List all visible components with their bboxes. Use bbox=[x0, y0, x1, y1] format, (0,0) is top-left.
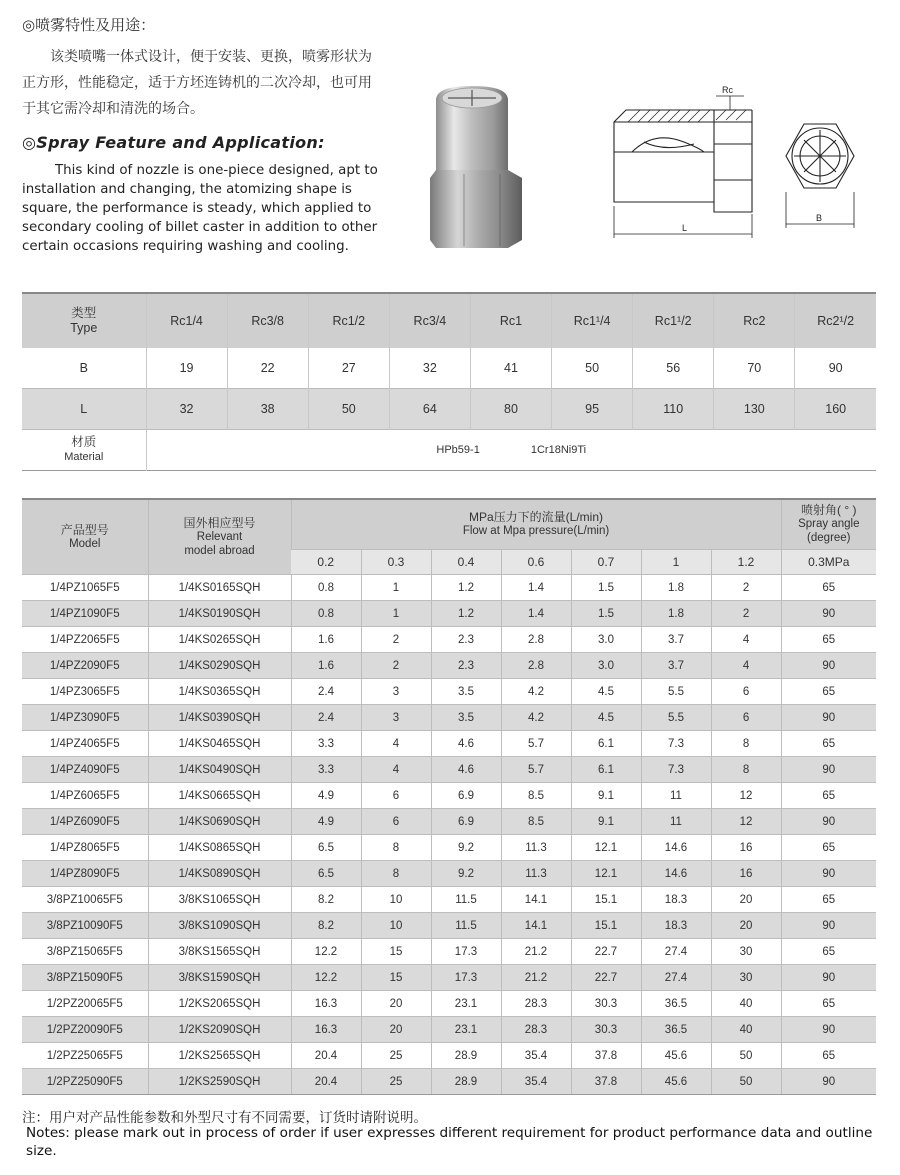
spec-table bbox=[22, 292, 876, 471]
note-cn: 注：用户对产品性能参数和外型尺寸有不同需要，订货时请附说明。 bbox=[22, 1110, 427, 1126]
spec-row-label: B bbox=[22, 348, 146, 389]
table-cell: 1/2PZ20065F5 bbox=[22, 991, 148, 1017]
intro-cn-body: 该类喷嘴一体式设计，便于安装、更换，喷雾形状为正方形，性能稳定，适于方坯连铸机的二次冷却，也可用于其它需冷却和清洗的场合。 bbox=[22, 49, 372, 117]
table-cell: 4.2 bbox=[501, 679, 571, 705]
pressure-header: 0.6 bbox=[501, 549, 571, 574]
table-cell: 90 bbox=[781, 705, 876, 731]
table-row bbox=[22, 653, 876, 679]
table-cell: 10 bbox=[361, 887, 431, 913]
table-cell: 16.3 bbox=[291, 1017, 361, 1043]
table-cell: 10 bbox=[361, 913, 431, 939]
table-cell: 65 bbox=[781, 991, 876, 1017]
model-header-row bbox=[22, 499, 876, 549]
spec-cell: 90 bbox=[795, 348, 876, 389]
table-cell: 30.3 bbox=[571, 991, 641, 1017]
table-cell: 65 bbox=[781, 1043, 876, 1069]
table-cell: 16 bbox=[711, 861, 781, 887]
table-cell: 1.2 bbox=[431, 601, 501, 627]
table-cell: 1/2PZ20090F5 bbox=[22, 1017, 148, 1043]
table-cell: 1/2PZ25090F5 bbox=[22, 1069, 148, 1095]
table-cell: 1/4KS0490SQH bbox=[148, 757, 291, 783]
table-cell: 5.5 bbox=[641, 679, 711, 705]
table-cell: 15 bbox=[361, 965, 431, 991]
table-cell: 45.6 bbox=[641, 1043, 711, 1069]
table-cell: 1/4KS0665SQH bbox=[148, 783, 291, 809]
table-cell: 2.3 bbox=[431, 627, 501, 653]
table-cell: 8 bbox=[361, 861, 431, 887]
table-cell: 5.5 bbox=[641, 705, 711, 731]
table-cell: 5.7 bbox=[501, 757, 571, 783]
table-cell: 12.1 bbox=[571, 861, 641, 887]
table-cell: 14.6 bbox=[641, 835, 711, 861]
table-cell: 40 bbox=[711, 991, 781, 1017]
pressure-header: 0.2 bbox=[291, 549, 361, 574]
table-cell: 30 bbox=[711, 965, 781, 991]
table-cell: 1/2KS2565SQH bbox=[148, 1043, 291, 1069]
spec-type-cell: Rc1¹/2 bbox=[633, 293, 714, 348]
table-cell: 4 bbox=[711, 653, 781, 679]
table-cell: 18.3 bbox=[641, 913, 711, 939]
table-cell: 35.4 bbox=[501, 1043, 571, 1069]
table-cell: 1/4PZ8065F5 bbox=[22, 835, 148, 861]
table-cell: 1 bbox=[361, 575, 431, 601]
angle-header-cn: 喷射角( ° ) bbox=[801, 503, 857, 518]
table-cell: 1/4PZ3065F5 bbox=[22, 679, 148, 705]
flow-col-header bbox=[291, 499, 781, 549]
spec-cell: 19 bbox=[146, 348, 227, 389]
table-cell: 2.4 bbox=[291, 679, 361, 705]
table-cell: 3.0 bbox=[571, 627, 641, 653]
spec-cell: 130 bbox=[714, 389, 795, 430]
table-cell: 15.1 bbox=[571, 887, 641, 913]
table-cell: 4.2 bbox=[501, 705, 571, 731]
table-cell: 25 bbox=[361, 1069, 431, 1095]
table-cell: 28.3 bbox=[501, 1017, 571, 1043]
spec-cell: 32 bbox=[146, 389, 227, 430]
spec-type-cell: Rc3/4 bbox=[389, 293, 470, 348]
table-cell: 1/4PZ2090F5 bbox=[22, 653, 148, 679]
abroad-header-en1: Relevant bbox=[196, 531, 243, 543]
table-cell: 65 bbox=[781, 939, 876, 965]
table-cell: 6.5 bbox=[291, 835, 361, 861]
table-cell: 12.2 bbox=[291, 965, 361, 991]
spec-type-cell: Rc1/4 bbox=[146, 293, 227, 348]
table-cell: 2.4 bbox=[291, 705, 361, 731]
table-cell: 16 bbox=[711, 835, 781, 861]
table-cell: 7.3 bbox=[641, 731, 711, 757]
table-cell: 9.2 bbox=[431, 835, 501, 861]
table-cell: 90 bbox=[781, 861, 876, 887]
table-cell: 1/2KS2090SQH bbox=[148, 1017, 291, 1043]
table-cell: 1/4PZ6065F5 bbox=[22, 783, 148, 809]
table-cell: 25 bbox=[361, 1043, 431, 1069]
table-cell: 3 bbox=[361, 705, 431, 731]
table-cell: 3/8PZ10090F5 bbox=[22, 913, 148, 939]
spec-cell: 110 bbox=[633, 389, 714, 430]
table-cell: 3/8KS1590SQH bbox=[148, 965, 291, 991]
table-cell: 6.1 bbox=[571, 731, 641, 757]
table-cell: 6.9 bbox=[431, 783, 501, 809]
drawing-label-l: L bbox=[682, 223, 688, 233]
table-cell: 3/8KS1065SQH bbox=[148, 887, 291, 913]
table-cell: 14.6 bbox=[641, 861, 711, 887]
table-cell: 90 bbox=[781, 653, 876, 679]
table-cell: 9.1 bbox=[571, 809, 641, 835]
table-cell: 65 bbox=[781, 731, 876, 757]
abroad-col-header bbox=[148, 499, 291, 575]
table-cell: 50 bbox=[711, 1043, 781, 1069]
table-cell: 6 bbox=[711, 679, 781, 705]
table-cell: 3/8PZ10065F5 bbox=[22, 887, 148, 913]
table-cell: 30.3 bbox=[571, 1017, 641, 1043]
table-cell: 1/2PZ25065F5 bbox=[22, 1043, 148, 1069]
table-cell: 28.9 bbox=[431, 1069, 501, 1095]
table-cell: 8.2 bbox=[291, 887, 361, 913]
table-cell: 11.5 bbox=[431, 887, 501, 913]
spec-type-header bbox=[22, 293, 146, 348]
table-cell: 1.8 bbox=[641, 601, 711, 627]
table-cell: 23.1 bbox=[431, 991, 501, 1017]
intro-en-body: This kind of nozzle is one-piece designed, apt to installation and changing, the atomizing shape is square, the performance is steady, which applied to secondary cooling of billet caster in addition to other certain occasions requiring washing and cooling. bbox=[22, 163, 378, 254]
table-row bbox=[22, 991, 876, 1017]
table-cell: 14.1 bbox=[501, 887, 571, 913]
table-cell: 12.2 bbox=[291, 939, 361, 965]
table-cell: 21.2 bbox=[501, 939, 571, 965]
table-cell: 17.3 bbox=[431, 965, 501, 991]
spec-cell: 50 bbox=[552, 348, 633, 389]
spec-cell: 50 bbox=[308, 389, 389, 430]
table-cell: 1/4KS0165SQH bbox=[148, 575, 291, 601]
spec-row-b bbox=[22, 348, 876, 389]
spec-cell: 38 bbox=[227, 389, 308, 430]
table-cell: 9.2 bbox=[431, 861, 501, 887]
pressure-header: 0.7 bbox=[571, 549, 641, 574]
table-cell: 27.4 bbox=[641, 939, 711, 965]
spec-cell: 27 bbox=[308, 348, 389, 389]
table-cell: 1.6 bbox=[291, 653, 361, 679]
table-cell: 20 bbox=[361, 1017, 431, 1043]
table-cell: 65 bbox=[781, 835, 876, 861]
table-cell: 8 bbox=[711, 731, 781, 757]
spec-header-row bbox=[22, 293, 876, 348]
table-cell: 6.1 bbox=[571, 757, 641, 783]
spec-cell: 56 bbox=[633, 348, 714, 389]
table-cell: 2 bbox=[711, 601, 781, 627]
table-cell: 65 bbox=[781, 627, 876, 653]
table-cell: 1/4KS0465SQH bbox=[148, 731, 291, 757]
table-row bbox=[22, 601, 876, 627]
table-cell: 4.9 bbox=[291, 783, 361, 809]
table-cell: 1/4KS0865SQH bbox=[148, 835, 291, 861]
table-row bbox=[22, 939, 876, 965]
spec-type-cell: Rc3/8 bbox=[227, 293, 308, 348]
table-row bbox=[22, 627, 876, 653]
table-cell: 16.3 bbox=[291, 991, 361, 1017]
table-row bbox=[22, 887, 876, 913]
angle-header-en2: (degree) bbox=[807, 532, 851, 545]
spec-cell: 22 bbox=[227, 348, 308, 389]
table-row bbox=[22, 1069, 876, 1095]
table-cell: 3.0 bbox=[571, 653, 641, 679]
table-cell: 20 bbox=[711, 887, 781, 913]
table-row bbox=[22, 965, 876, 991]
table-cell: 36.5 bbox=[641, 991, 711, 1017]
spec-cell: 80 bbox=[470, 389, 551, 430]
table-cell: 21.2 bbox=[501, 965, 571, 991]
flow-header-en: Flow at Mpa pressure(L/min) bbox=[462, 525, 610, 538]
table-row bbox=[22, 809, 876, 835]
table-cell: 4.6 bbox=[431, 757, 501, 783]
table-cell: 1/4PZ1090F5 bbox=[22, 601, 148, 627]
spec-type-cell: Rc1/2 bbox=[308, 293, 389, 348]
table-cell: 1.6 bbox=[291, 627, 361, 653]
table-cell: 90 bbox=[781, 913, 876, 939]
drawing-label-rc: Rc bbox=[722, 85, 733, 95]
table-cell: 65 bbox=[781, 887, 876, 913]
table-cell: 1/2KS2065SQH bbox=[148, 991, 291, 1017]
table-cell: 8.5 bbox=[501, 809, 571, 835]
model-header-cn: 产品型号 bbox=[60, 523, 109, 537]
table-cell: 30 bbox=[711, 939, 781, 965]
spec-type-cell: Rc2¹/2 bbox=[795, 293, 876, 348]
table-cell: 1/4PZ4090F5 bbox=[22, 757, 148, 783]
table-row bbox=[22, 861, 876, 887]
table-cell: 23.1 bbox=[431, 1017, 501, 1043]
table-cell: 3.5 bbox=[431, 705, 501, 731]
material-value: 1Cr18Ni9Ti bbox=[530, 444, 587, 456]
table-cell: 14.1 bbox=[501, 913, 571, 939]
table-cell: 3.7 bbox=[641, 627, 711, 653]
table-cell: 11.3 bbox=[501, 861, 571, 887]
spec-material-values bbox=[146, 430, 876, 471]
table-cell: 1.8 bbox=[641, 575, 711, 601]
pressure-header: 0.4 bbox=[431, 549, 501, 574]
spec-cell: 32 bbox=[389, 348, 470, 389]
table-cell: 15.1 bbox=[571, 913, 641, 939]
table-cell: 5.7 bbox=[501, 731, 571, 757]
table-cell: 2 bbox=[711, 575, 781, 601]
table-cell: 1/4PZ8090F5 bbox=[22, 861, 148, 887]
table-cell: 0.8 bbox=[291, 575, 361, 601]
model-table bbox=[22, 498, 876, 1095]
table-cell: 3.3 bbox=[291, 757, 361, 783]
table-cell: 2 bbox=[361, 653, 431, 679]
table-cell: 17.3 bbox=[431, 939, 501, 965]
spec-type-cell: Rc1 bbox=[470, 293, 551, 348]
table-cell: 28.3 bbox=[501, 991, 571, 1017]
table-cell: 1.4 bbox=[501, 601, 571, 627]
table-cell: 15 bbox=[361, 939, 431, 965]
table-cell: 20.4 bbox=[291, 1043, 361, 1069]
table-cell: 4.9 bbox=[291, 809, 361, 835]
table-cell: 2 bbox=[361, 627, 431, 653]
table-cell: 8.5 bbox=[501, 783, 571, 809]
table-cell: 4.5 bbox=[571, 705, 641, 731]
nozzle-photo bbox=[422, 82, 530, 252]
table-cell: 11.5 bbox=[431, 913, 501, 939]
table-cell: 65 bbox=[781, 783, 876, 809]
table-cell: 1/4KS0690SQH bbox=[148, 809, 291, 835]
table-cell: 3/8PZ15090F5 bbox=[22, 965, 148, 991]
table-cell: 3.5 bbox=[431, 679, 501, 705]
spec-material-cn: 材质 bbox=[71, 435, 97, 449]
table-cell: 6 bbox=[361, 809, 431, 835]
angle-pressure-header: 0.3MPa bbox=[781, 549, 876, 574]
table-row bbox=[22, 913, 876, 939]
table-cell: 36.5 bbox=[641, 1017, 711, 1043]
spec-row-l bbox=[22, 389, 876, 430]
table-cell: 4.5 bbox=[571, 679, 641, 705]
table-cell: 1/4KS0890SQH bbox=[148, 861, 291, 887]
table-cell: 1.2 bbox=[431, 575, 501, 601]
table-cell: 6.5 bbox=[291, 861, 361, 887]
table-cell: 90 bbox=[781, 1017, 876, 1043]
spec-cell: 160 bbox=[795, 389, 876, 430]
table-cell: 65 bbox=[781, 679, 876, 705]
spec-type-en: Type bbox=[70, 321, 98, 335]
angle-header-en1: Spray angle bbox=[798, 518, 860, 531]
table-cell: 1/4KS0365SQH bbox=[148, 679, 291, 705]
table-cell: 1.4 bbox=[501, 575, 571, 601]
nozzle-technical-drawing bbox=[604, 82, 878, 246]
table-cell: 20 bbox=[711, 913, 781, 939]
table-cell: 3/8KS1090SQH bbox=[148, 913, 291, 939]
table-cell: 1/4KS0390SQH bbox=[148, 705, 291, 731]
table-cell: 1.5 bbox=[571, 601, 641, 627]
table-cell: 20.4 bbox=[291, 1069, 361, 1095]
table-cell: 45.6 bbox=[641, 1069, 711, 1095]
table-cell: 6 bbox=[711, 705, 781, 731]
table-cell: 6.9 bbox=[431, 809, 501, 835]
model-header-en: Model bbox=[69, 538, 101, 550]
table-cell: 9.1 bbox=[571, 783, 641, 809]
spec-cell: 70 bbox=[714, 348, 795, 389]
table-row bbox=[22, 835, 876, 861]
flow-header-cn: MPa压力下的流量(L/min) bbox=[469, 510, 604, 525]
table-cell: 4.6 bbox=[431, 731, 501, 757]
spec-material-header bbox=[22, 430, 146, 471]
table-cell: 50 bbox=[711, 1069, 781, 1095]
note-en: Notes: please mark out in process of order if user expresses different requirement for product performance data and outline size. bbox=[26, 1125, 873, 1159]
table-cell: 90 bbox=[781, 1069, 876, 1095]
table-cell: 3/8PZ15065F5 bbox=[22, 939, 148, 965]
spec-cell: 64 bbox=[389, 389, 470, 430]
table-row bbox=[22, 1043, 876, 1069]
table-cell: 3 bbox=[361, 679, 431, 705]
intro-cn-title: ◎喷雾特性及用途： bbox=[22, 16, 156, 34]
abroad-header-cn: 国外相应型号 bbox=[183, 516, 256, 530]
table-cell: 7.3 bbox=[641, 757, 711, 783]
table-cell: 37.8 bbox=[571, 1043, 641, 1069]
spec-type-cell: Rc2 bbox=[714, 293, 795, 348]
table-cell: 1/4PZ2065F5 bbox=[22, 627, 148, 653]
pressure-header: 0.3 bbox=[361, 549, 431, 574]
table-cell: 1/4PZ1065F5 bbox=[22, 575, 148, 601]
table-cell: 12 bbox=[711, 783, 781, 809]
abroad-header-en2: model abroad bbox=[184, 545, 255, 557]
drawing-label-b: B bbox=[816, 213, 823, 223]
model-table-body bbox=[22, 575, 876, 1095]
spec-row-label: L bbox=[22, 389, 146, 430]
table-cell: 3/8KS1565SQH bbox=[148, 939, 291, 965]
table-cell: 11.3 bbox=[501, 835, 571, 861]
table-cell: 22.7 bbox=[571, 939, 641, 965]
pressure-header: 1.2 bbox=[711, 549, 781, 574]
table-cell: 40 bbox=[711, 1017, 781, 1043]
table-cell: 1/4PZ6090F5 bbox=[22, 809, 148, 835]
model-col-header bbox=[22, 499, 148, 575]
table-cell: 4 bbox=[361, 757, 431, 783]
pressure-header: 1 bbox=[641, 549, 711, 574]
angle-col-header bbox=[781, 499, 876, 549]
intro-en-title: ◎Spray Feature and Application: bbox=[22, 133, 325, 152]
table-cell: 28.9 bbox=[431, 1043, 501, 1069]
table-cell: 0.8 bbox=[291, 601, 361, 627]
table-cell: 18.3 bbox=[641, 887, 711, 913]
table-cell: 4 bbox=[361, 731, 431, 757]
spec-material-en: Material bbox=[64, 451, 104, 463]
table-cell: 20 bbox=[361, 991, 431, 1017]
spec-type-cell: Rc1¹/4 bbox=[552, 293, 633, 348]
table-cell: 1/4KS0265SQH bbox=[148, 627, 291, 653]
table-row bbox=[22, 757, 876, 783]
spec-cell: 41 bbox=[470, 348, 551, 389]
table-cell: 1/4PZ4065F5 bbox=[22, 731, 148, 757]
spec-cell: 95 bbox=[552, 389, 633, 430]
table-cell: 2.8 bbox=[501, 627, 571, 653]
table-cell: 6 bbox=[361, 783, 431, 809]
table-row bbox=[22, 575, 876, 601]
table-cell: 3.7 bbox=[641, 653, 711, 679]
table-cell: 90 bbox=[781, 965, 876, 991]
table-cell: 1/4KS0190SQH bbox=[148, 601, 291, 627]
table-cell: 4 bbox=[711, 627, 781, 653]
table-cell: 8.2 bbox=[291, 913, 361, 939]
table-cell: 27.4 bbox=[641, 965, 711, 991]
spec-type-cn: 类型 bbox=[71, 306, 97, 320]
table-cell: 8 bbox=[361, 835, 431, 861]
table-cell: 8 bbox=[711, 757, 781, 783]
table-cell: 37.8 bbox=[571, 1069, 641, 1095]
table-cell: 1 bbox=[361, 601, 431, 627]
table-cell: 11 bbox=[641, 809, 711, 835]
table-cell: 3.3 bbox=[291, 731, 361, 757]
table-cell: 65 bbox=[781, 575, 876, 601]
table-row bbox=[22, 705, 876, 731]
table-cell: 1/4KS0290SQH bbox=[148, 653, 291, 679]
table-cell: 1/4PZ3090F5 bbox=[22, 705, 148, 731]
table-cell: 90 bbox=[781, 809, 876, 835]
table-cell: 12.1 bbox=[571, 835, 641, 861]
spec-row-material bbox=[22, 430, 876, 471]
table-cell: 12 bbox=[711, 809, 781, 835]
table-cell: 2.8 bbox=[501, 653, 571, 679]
table-cell: 1/2KS2590SQH bbox=[148, 1069, 291, 1095]
table-row bbox=[22, 679, 876, 705]
table-row bbox=[22, 783, 876, 809]
table-cell: 1.5 bbox=[571, 575, 641, 601]
table-cell: 22.7 bbox=[571, 965, 641, 991]
table-row bbox=[22, 1017, 876, 1043]
table-row bbox=[22, 731, 876, 757]
table-cell: 35.4 bbox=[501, 1069, 571, 1095]
table-cell: 11 bbox=[641, 783, 711, 809]
table-cell: 2.3 bbox=[431, 653, 501, 679]
table-cell: 90 bbox=[781, 601, 876, 627]
material-value: HPb59-1 bbox=[436, 444, 480, 456]
table-cell: 90 bbox=[781, 757, 876, 783]
